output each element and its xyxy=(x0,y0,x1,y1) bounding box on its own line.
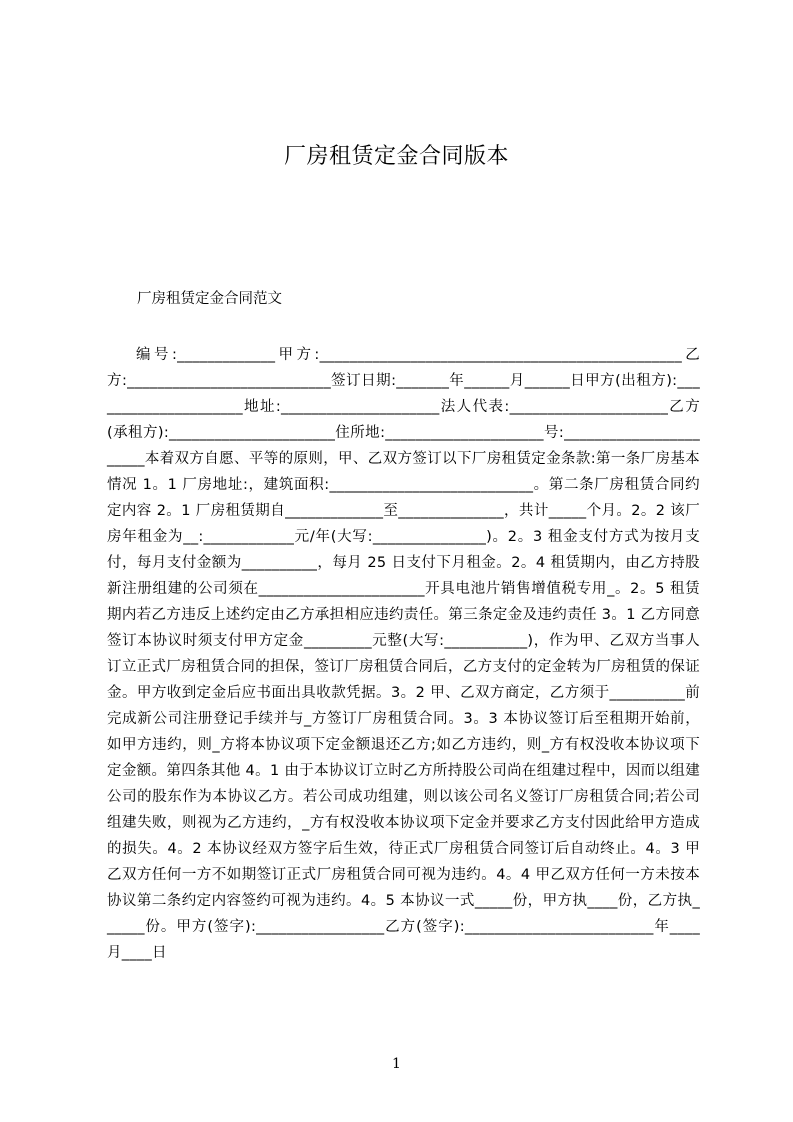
contract-body-paragraph: 编号:_____________甲方:________________________________________________乙方:___________________________签订日期:_______年______月______日甲方(出租方):_____________________地址:_____________________法人代表:_____________________乙方(承租方):______________________住所地:_____________________号:_______________________本着双方自愿、平等的原则，甲、乙双方签订以下厂房租赁定金条款:第一条厂房基本情况 1。1 厂房地址:，建筑面积:___________________________。第二条厂房租赁合同约定内容 2。1 厂房租赁期自_____________至______________，共计_____个月。2。2 该厂房年租金为__:____________元/年(大写:_______________)。2。3 租金支付方式为按月支付，每月支付金额为__________，每月 25 日支付下月租金。2。4 租赁期内，由乙方持股新注册组建的公司须在______________________开具电池片销售增值税专用_。2。5 租赁期内若乙方违反上述约定由乙方承担相应违约责任。第三条定金及违约责任 3。1 乙方同意签订本协议时须支付甲方定金_________元整(大写:___________)，作为甲、乙双方当事人订立正式厂房租赁合同的担保，签订厂房租赁合同后，乙方支付的定金转为厂房租赁的保证金。甲方收到定金后应书面出具收款凭据。3。2 甲、乙双方商定，乙方须于__________前完成新公司注册登记手续并与_方签订厂房租赁合同。3。3 本协议签订后至租期开始前，如甲方违约，则_方将本协议项下定金额退还乙方;如乙方违约，则_方有权没收本协议项下定金额。第四条其他 4。1 由于本协议订立时乙方所持股公司尚在组建过程中，因而以组建公司的股东作为本协议乙方。若公司成功组建，则以该公司名义签订厂房租赁合同;若公司组建失败，则视为乙方违约，_方有权没收本协议项下定金并要求乙方支付因此给甲方造成的损失。4。2 本协议经双方签字后生效，待正式厂房租赁合同签订后自动终止。4。3 甲乙双方任何一方不如期签订正式厂房租赁合同可视为违约。4。4 甲乙双方任何一方未按本协议第二条约定内容签约可视为违约。4。5 本协议一式_____份，甲方执____份，乙方执______份。甲方(签字):_________________乙方(签字):_________________________年____月____日 xyxy=(107,347,700,961)
document-title: 厂房租赁定金合同版本 xyxy=(283,144,509,169)
document-subtitle: 厂房租赁定金合同范文 xyxy=(137,291,282,307)
page-number: 1 xyxy=(392,1056,401,1072)
